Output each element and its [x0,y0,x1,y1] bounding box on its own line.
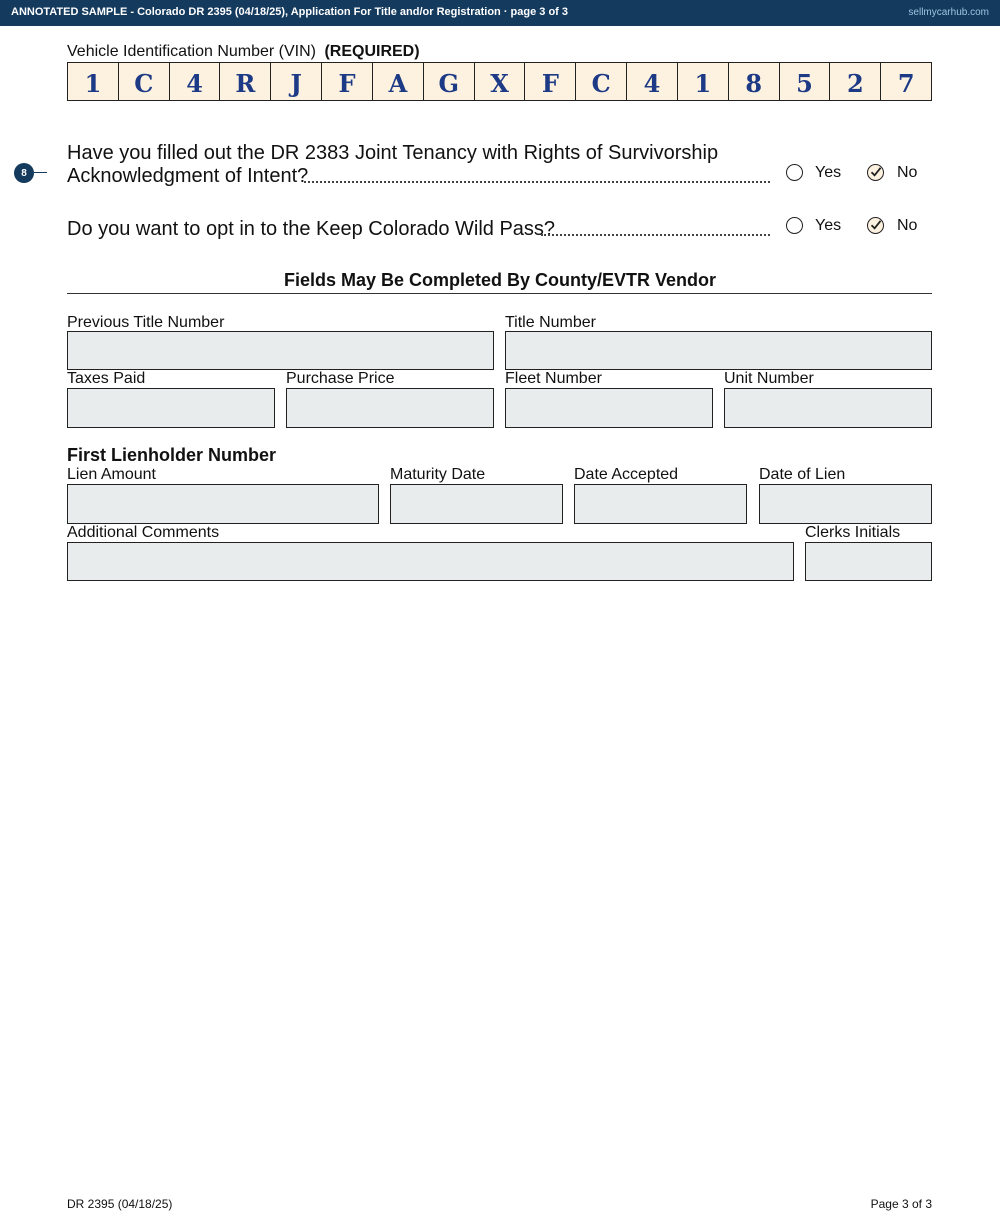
section-divider [67,293,932,294]
vin-char-cell[interactable]: 4 [627,63,678,100]
vin-char-cell[interactable]: 1 [678,63,729,100]
check-icon [869,218,883,232]
previous-title-number-field[interactable] [67,331,494,370]
date-accepted-field[interactable] [574,484,747,524]
annotation-banner [0,0,1000,26]
date-of-lien-field[interactable] [759,484,932,524]
footer-form-id: DR 2395 (04/18/25) [67,1197,173,1211]
maturity-date-label: Maturity Date [390,466,486,483]
vin-char-cell[interactable]: J [271,63,322,100]
fleet-number-label: Fleet Number [505,370,602,387]
vin-char-cell[interactable]: C [576,63,627,100]
wild-pass-question: Do you want to opt in to the Keep Colorado Wild Pass? [67,218,556,240]
vin-char-cell[interactable]: 7 [881,63,931,100]
check-icon [869,165,883,179]
lien-amount-field[interactable] [67,484,379,524]
lien-amount-label: Lien Amount [67,466,156,483]
county-section-heading: Fields May Be Completed By County/EVTR Vendor [283,270,717,290]
taxes-paid-field[interactable] [67,388,275,428]
maturity-date-field[interactable] [390,484,563,524]
clerks-initials-label: Clerks Initials [805,524,901,541]
fleet-number-field[interactable] [505,388,713,428]
title-number-label: Title Number [505,314,596,331]
clerks-initials-field[interactable] [805,542,932,581]
vin-char-cell[interactable]: R [220,63,271,100]
joint-tenancy-no-label: No [897,164,918,181]
joint-tenancy-question-line1: Have you filled out the DR 2383 Joint Tenancy with Rights of Survivorship [67,142,719,164]
previous-title-number-label: Previous Title Number [67,314,225,331]
dot-leader [304,181,770,183]
unit-number-field[interactable] [724,388,932,428]
vin-char-cell[interactable]: F [322,63,373,100]
additional-comments-field[interactable] [67,542,794,581]
first-lienholder-heading: First Lienholder Number [67,445,277,465]
vin-field[interactable] [67,62,932,101]
wild-pass-no-radio[interactable] [867,217,884,234]
joint-tenancy-question-line2: Acknowledgment of Intent? [67,165,309,187]
vin-char-cell[interactable]: X [475,63,526,100]
wild-pass-yes-radio[interactable] [786,217,803,234]
date-accepted-label: Date Accepted [574,466,679,483]
banner-title: ANNOTATED SAMPLE - Colorado DR 2395 (04/18/25), Application For Title and/or Registration · page 3 of 3 [11,6,569,18]
banner-site: sellmycarhub.com [908,7,989,18]
vin-char-cell[interactable]: C [119,63,170,100]
joint-tenancy-no-radio[interactable] [867,164,884,181]
footer-page-number: Page 3 of 3 [870,1197,932,1211]
title-number-field[interactable] [505,331,932,370]
annotation-marker-line [34,172,47,173]
joint-tenancy-yes-label: Yes [815,164,842,181]
joint-tenancy-yes-radio[interactable] [786,164,803,181]
vin-label: Vehicle Identification Number (VIN) [67,43,316,60]
wild-pass-no-label: No [897,217,918,234]
vin-char-cell[interactable]: 2 [830,63,881,100]
vin-char-cell[interactable]: 1 [68,63,119,100]
purchase-price-field[interactable] [286,388,494,428]
vin-char-cell[interactable]: F [525,63,576,100]
vin-char-cell[interactable]: 4 [170,63,221,100]
vin-required: (REQUIRED) [324,43,420,60]
purchase-price-label: Purchase Price [286,370,395,387]
annotation-marker: 8 [14,163,34,183]
vin-char-cell[interactable]: G [424,63,475,100]
date-of-lien-label: Date of Lien [759,466,846,483]
unit-number-label: Unit Number [724,370,814,387]
additional-comments-label: Additional Comments [67,524,220,541]
vin-char-cell[interactable]: 8 [729,63,780,100]
vin-label-group [67,43,420,61]
vin-char-cell[interactable]: A [373,63,424,100]
taxes-paid-label: Taxes Paid [67,370,146,387]
vin-char-cell[interactable]: 5 [780,63,831,100]
wild-pass-yes-label: Yes [815,217,842,234]
dot-leader [541,234,770,236]
